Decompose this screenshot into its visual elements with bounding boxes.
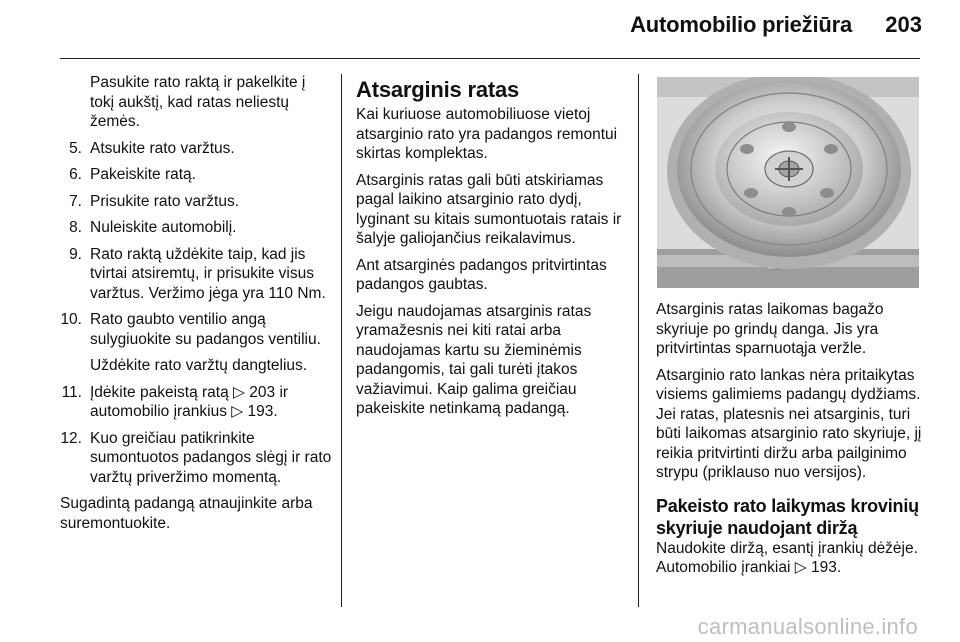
steps-list — [60, 139, 332, 488]
list-item: 7. Prisukite rato varžtus. — [69, 192, 240, 210]
paragraph: Kai kuriuose automobiliuose vietoj atsarginio rato yra padangos remontui skirtas komplektas. — [356, 106, 618, 162]
page-reference-link[interactable]: 193 — [247, 403, 274, 420]
step-10-continuation: Uždėkite rato varžtų dangtelius. — [90, 357, 308, 374]
watermark: carmanualsonline.info — [697, 614, 918, 639]
list-item: 8. Nuleiskite automobilį. — [69, 219, 237, 236]
page-reference-arrow-icon: ▷ — [231, 403, 244, 420]
page-number: 203 — [885, 12, 922, 37]
column-3 — [656, 300, 924, 585]
paragraph: Atsarginis ratas laikomas bagažo skyriuje po grindų danga. Jis yra pritvirtintas sparnuotąja veržle. — [656, 301, 884, 357]
page-reference-link[interactable]: 203 — [249, 383, 276, 401]
list-item: 11. Įdėkite pakeistą ratą ▷ 203 ir automobilio įrankius ▷ 193. — [61, 383, 289, 420]
paragraph: Jeigu naudojamas atsarginis ratas yramažesnis nei kiti ratai arba naudojamas kartu su žieminėmis padangomis, tai gali turėti įtakos važiavimui. Kaip galima greičiau pakeiskite netinkamą padangą. — [356, 302, 592, 417]
step-4-continuation: Pasukite rato raktą ir pakelkite į tokį aukštį, kad ratas neliestų žemės. — [90, 74, 306, 130]
paragraph: Naudokite diržą, esantį įrankių dėžėje. Automobilio įrankiai ▷ 193. — [656, 539, 918, 576]
paragraph: Atsarginio rato lankas nėra pritaikytas visiems galimiems padangų dydžiams. Jei ratas, platesnis nei atsarginis, turi būti laikomas atsarginio rato skyriuje, jį reikia pritvirtinti diržu arba pailginimo strypu (priklauso nuo versijos). — [656, 366, 922, 481]
paragraph: Atsarginis ratas gali būti atskiriamas pagal laikino atsarginio rato dydį, lyginant su kitais sumontuotais ratais ir šalyje galiojančius reikalavimus. — [356, 171, 622, 247]
page-title: Automobilio priežiūra — [630, 12, 852, 37]
column-divider-1 — [341, 74, 342, 607]
list-item: 10. Rato gaubto ventilio angą sulygiuokite su padangos ventiliu. — [60, 311, 321, 348]
page-reference-link[interactable]: 193 — [810, 559, 837, 576]
list-item: 5. Atsukite rato varžtus. — [69, 139, 235, 157]
column-1 — [60, 73, 332, 540]
column-2 — [356, 78, 630, 426]
paragraph: Ant atsarginės padangos pritvirtintas padangos gaubtas. — [356, 256, 607, 293]
page-reference-arrow-icon: ▷ — [794, 559, 807, 576]
section-heading: Atsarginis ratas — [356, 77, 520, 102]
list-item: 9. Rato raktą uždėkite taip, kad jis tvirtai atsiremtų, ir prisukite visus varžtus. Veržimo jėga yra 110 Nm. — [69, 245, 326, 302]
paragraph: Sugadintą padangą atnaujinkite arba suremontuokite. — [60, 495, 313, 532]
subsection-heading: Pakeisto rato laikymas krovinių skyriuje naudojant diržą — [656, 495, 919, 538]
spare-wheel-photo — [657, 77, 919, 288]
page-reference-arrow-icon: ▷ — [233, 383, 245, 401]
spare-wheel-illustration — [657, 77, 919, 288]
column-divider-2 — [638, 74, 639, 607]
header-divider — [60, 58, 920, 59]
list-item: 6. Pakeiskite ratą. — [69, 166, 196, 183]
list-item: 12. Kuo greičiau patikrinkite sumontuotos padangos slėgį ir rato varžtų priveržimo momentą. — [60, 429, 332, 486]
